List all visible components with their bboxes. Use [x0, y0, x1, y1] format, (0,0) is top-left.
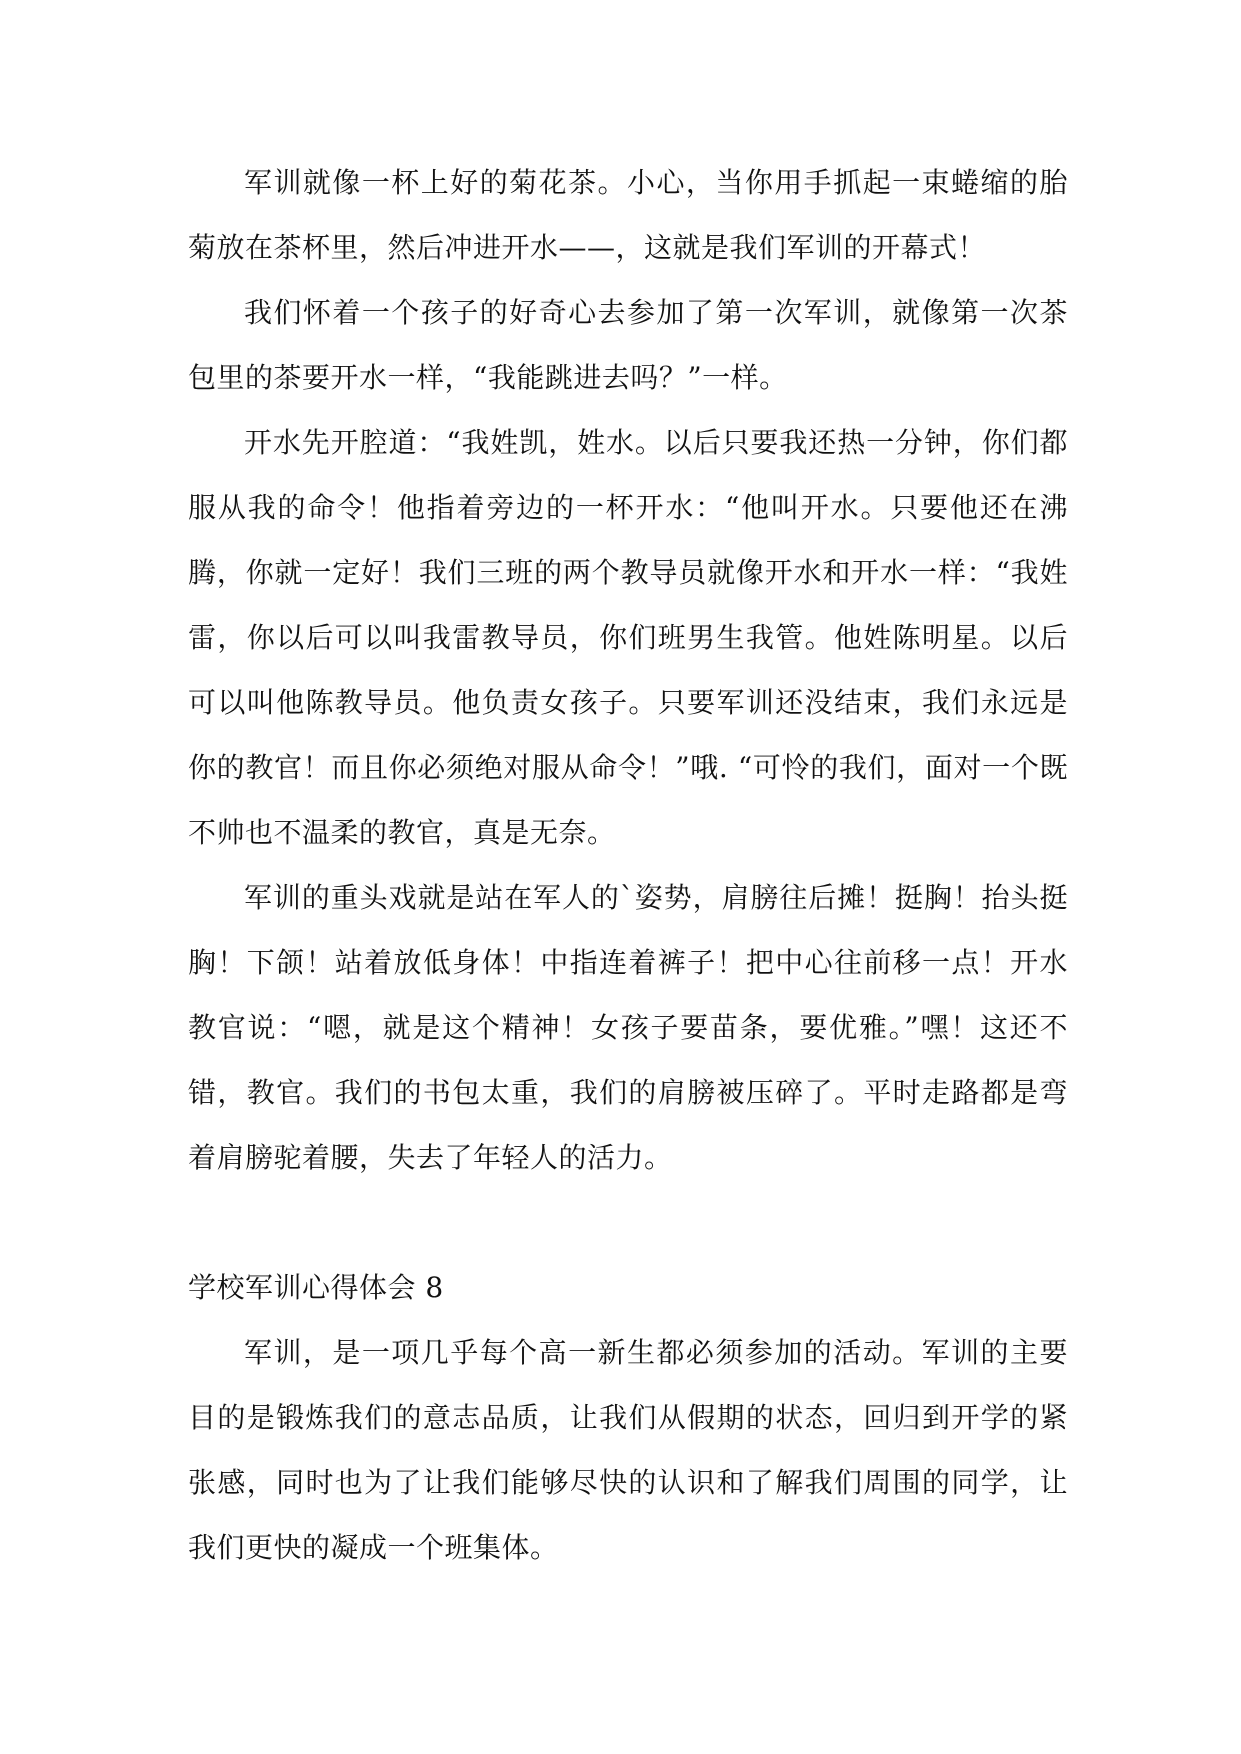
paragraph: 军训就像一杯上好的菊花茶。小心，当你用手抓起一束蜷缩的胎菊放在茶杯里，然后冲进开水——，这就是我们军训的开幕式！ [188, 166, 1068, 264]
paragraph: 开水先开腔道：“我姓凯，姓水。以后只要我还热一分钟，你们都服从我的命令！他指着旁边的一杯开水：“他叫开水。只要他还在沸腾，你就一定好！我们三班的两个教导员就像开水和开水一样：“我姓雷，你以后可以叫我雷教导员，你们班男生我管。他姓陈明星。以后可以叫他陈教导员。他负责女孩子。只要军训还没结束，我们永远是你的教官！而且你必须绝对服从命令！”哦. “可怜的我们，面对一个既不帅也不温柔的教官，真是无奈。 [188, 426, 1068, 849]
section-heading: 学校军训心得体会 8 [188, 1271, 444, 1304]
paragraph: 我们怀着一个孩子的好奇心去参加了第一次军训，就像第一次茶包里的茶要开水一样，“我能跳进去吗？”一样。 [188, 296, 1068, 394]
paragraph: 军训，是一项几乎每个高一新生都必须参加的活动。军训的主要目的是锻炼我们的意志品质，让我们从假期的状态，回归到开学的紧张感，同时也为了让我们能够尽快的认识和了解我们周围的同学，让我们更快的凝成一个班集体。 [188, 1336, 1068, 1564]
paragraph: 军训的重头戏就是站在军人的`姿势，肩膀往后摊！挺胸！抬头挺胸！下颌！站着放低身体！中指连着裤子！把中心往前移一点！开水教官说：“嗯，就是这个精神！女孩子要苗条，要优雅。”嘿！这还不错，教官。我们的书包太重，我们的肩膀被压碎了。平时走路都是弯着肩膀驼着腰，失去了年轻人的活力。 [188, 881, 1068, 1174]
